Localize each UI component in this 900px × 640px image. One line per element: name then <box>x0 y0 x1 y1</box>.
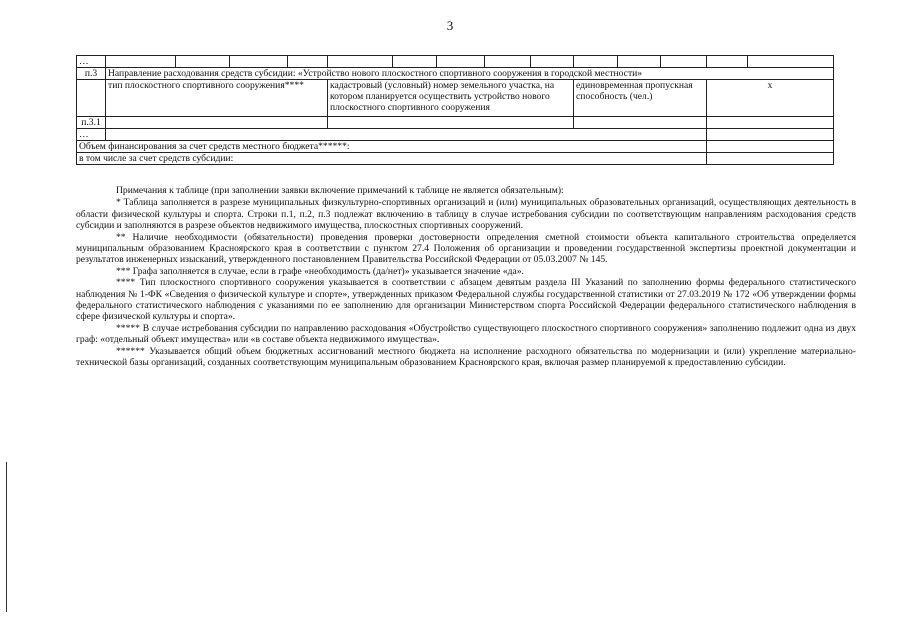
capacity-header: единовременная пропускная способность (чел.) <box>574 80 707 117</box>
margin-line <box>6 462 7 612</box>
table-row <box>77 56 834 68</box>
ellipsis-cell: … <box>77 56 106 68</box>
x-mark: х <box>707 80 834 117</box>
table-row-p31 <box>77 117 834 129</box>
table-row-volume <box>77 141 834 153</box>
note-3: *** Графа заполняется в случае, если в графе «необходимость (да/нет)» указывается значение «да». <box>116 265 524 277</box>
table-notes <box>76 185 856 369</box>
subsidy-table <box>76 55 834 165</box>
ellipsis-cell: … <box>77 129 106 141</box>
note-5: ***** В случае истребования субсидии по направлению расходования «Обустройство существующего плоскостного спортивного сооружения» заполнению подлежит одна из двух граф: «отдельный объект имущества» или «в составе объекта недвижимого имущества». <box>76 322 856 346</box>
table-row-subsidy <box>77 153 834 165</box>
table-row-p3 <box>77 68 834 80</box>
subsidy-amount-label: в том числе за счет средств субсидии: <box>77 153 707 165</box>
local-budget-volume-label: Объем финансирования за счет средств местного бюджета******: <box>77 141 707 153</box>
note-4: **** Тип плоскостного спортивного сооружения указывается в соответствии с абзацем девятым раздела III Указаний по заполнению формы федерального статистического наблюдения № 1-ФК «Сведения о физической культуре и спорте», утвержденных приказом Федеральной службы государственной статистики от 27.03.2019 № 172 «Об утверждении формы федерального статистического наблюдения с указаниями по ее заполнению для организации Министерством спорта Российской Федерации федерального статистического наблюдения в сфере физической культуры и спорта». <box>76 277 856 323</box>
note-6: ****** Указывается общий объем бюджетных ассигнований местного бюджета на исполнение расходного обязательства по модернизации и (или) укрепление материально-технической базы организаций, созданных соответствующим муниципальным образованием Красноярского края, включая размер планируемой к предоставлению субсидии. <box>76 345 856 369</box>
direction-text: Направление расходования средств субсидии: «Устройство нового плоскостного спортивного сооружения в городской местности» <box>106 68 834 80</box>
page-number: 3 <box>446 18 454 33</box>
table-row <box>77 129 834 141</box>
cadastral-number-header: кадастровый (условный) номер земельного участка, на котором планируется осуществить устройство нового плоскостного спортивного сооружения <box>328 80 574 117</box>
row-number: п.3 <box>77 68 106 80</box>
note-2: ** Наличие необходимости (обязательности) проведения проверки достоверности определения сметной стоимости объекта капитального строительства определяется муниципальным образованием Красноярского края в соответствии с пунктом 27.4 Положения об организации и проведении государственной экспертизы проектной документации и результатов инженерных изысканий, утвержденного постановлением Правительства Российской Федерации от 05.03.2007 № 145. <box>76 231 856 266</box>
table-header-row <box>77 80 834 117</box>
sport-facility-type-header: тип плоскостного спортивного сооружения**** <box>106 80 328 117</box>
notes-title: Примечания к таблице (при заполнении заявки включение примечаний к таблице не является обязательным): <box>116 185 564 196</box>
row-number: п.3.1 <box>77 117 106 129</box>
note-1: * Таблица заполняется в разрезе муниципальных физкультурно-спортивных организаций и (или) муниципальных образовательных организаций, осуществляющих деятельность в области физической культуры и спорта. Строки п.1, п.2, п.3 подлежат включению в таблицу в случае истребования субсидии по соответствующим направлениям расходования средств субсидии и заполняются в разрезе объектов недвижимого имущества, плоскостных спортивных сооружений. <box>76 197 856 232</box>
